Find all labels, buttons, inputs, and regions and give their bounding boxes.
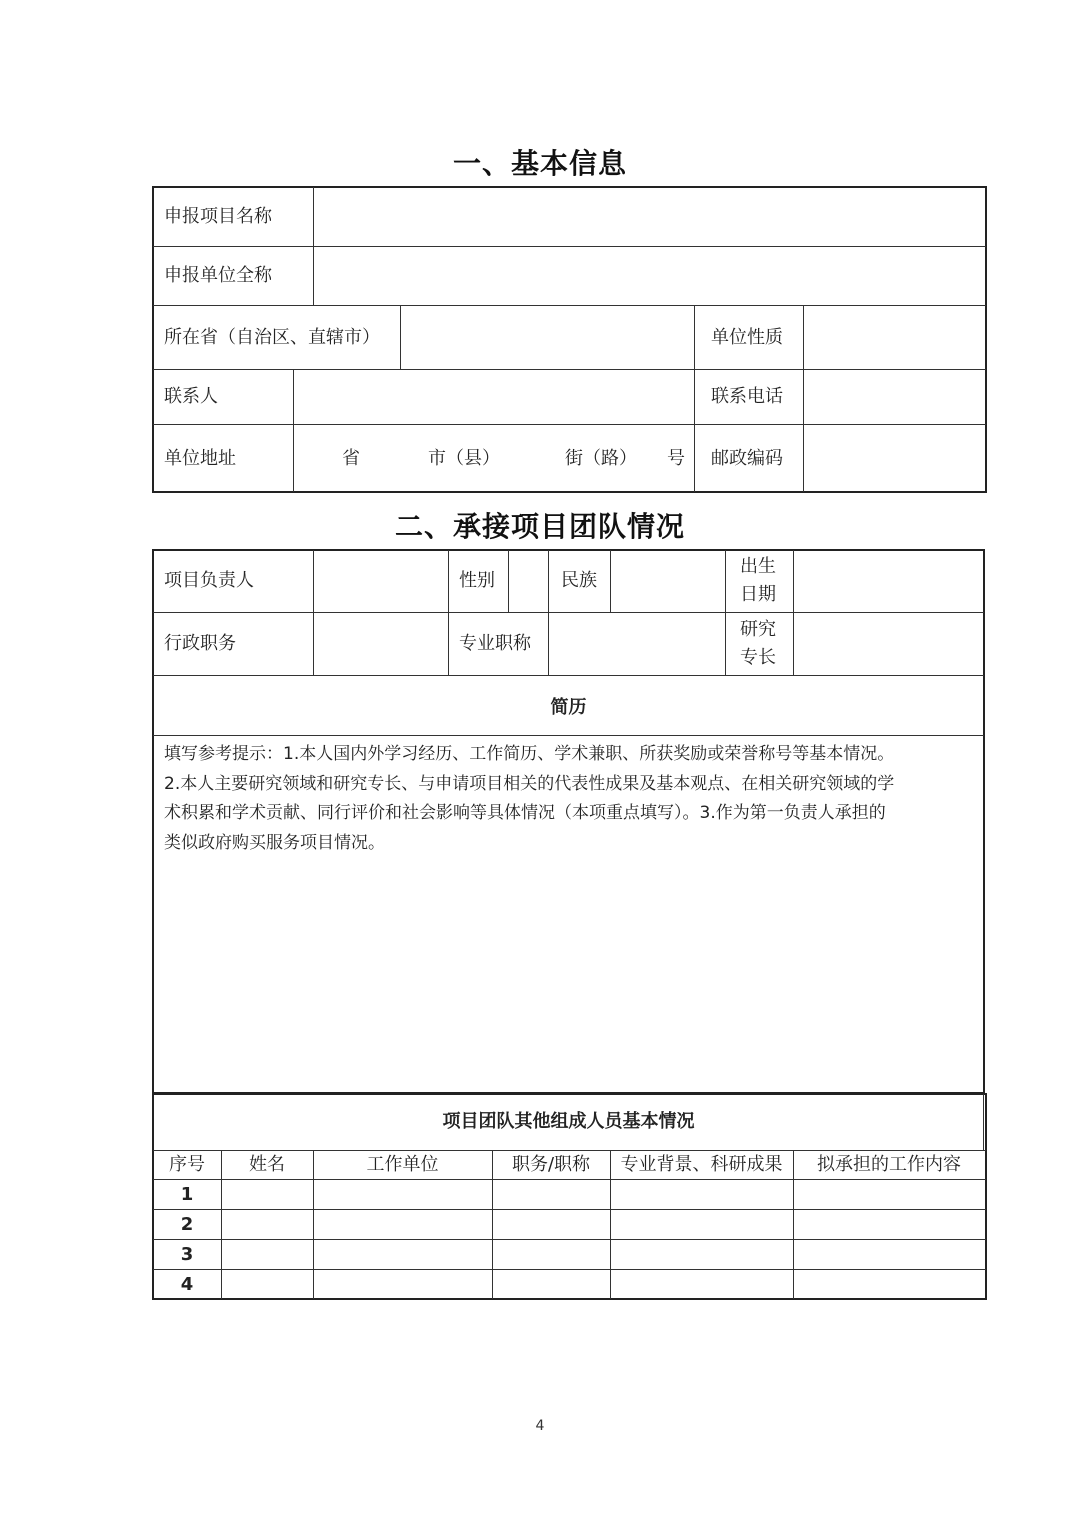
members-heading: 项目团队其他组成人员基本情况: [442, 1111, 695, 1132]
project-name-field[interactable]: [318, 190, 982, 244]
row-divider: [153, 1239, 986, 1240]
unit-name-label: 申报单位全称: [164, 265, 272, 286]
birth-label-line1: 出生: [740, 556, 776, 577]
row-divider: [153, 612, 984, 613]
gender-label: 性别: [459, 570, 495, 591]
contact-label: 联系人: [164, 386, 218, 407]
col-divider: [803, 306, 804, 492]
birth-date-field[interactable]: [797, 553, 980, 609]
row-divider: [153, 1269, 986, 1270]
contact-field[interactable]: [297, 373, 690, 422]
table-row-index: 4: [180, 1274, 194, 1295]
col-divider: [313, 187, 314, 305]
address-province-unit: 省: [342, 448, 360, 469]
phone-label: 联系电话: [711, 386, 783, 407]
gender-field[interactable]: [512, 553, 544, 609]
col-divider: [725, 550, 726, 675]
research-field[interactable]: [797, 616, 980, 672]
col-header-position: 职务/职称: [511, 1154, 591, 1175]
row-divider: [153, 369, 986, 370]
leader-label: 项目负责人: [164, 570, 254, 591]
phone-field[interactable]: [807, 373, 983, 422]
research-label-line2: 专长: [740, 647, 776, 668]
table-row-index: 2: [180, 1214, 194, 1235]
ethnicity-field[interactable]: [614, 553, 721, 609]
ethnicity-label: 民族: [561, 570, 597, 591]
address-street-unit: 街（路）: [565, 448, 637, 469]
row-divider: [153, 246, 986, 247]
resume-hint-line: 填写参考提示：1.本人国内外学习经历、工作简历、学术兼职、所获奖励或荣誉称号等基本情况。: [164, 744, 895, 764]
row-divider: [153, 424, 986, 425]
address-label: 单位地址: [164, 448, 236, 469]
research-label-line1: 研究: [740, 619, 776, 640]
col-divider: [610, 550, 611, 612]
section-title-basic-info: 一、基本信息: [452, 147, 627, 180]
professional-title-label: 专业职称: [459, 633, 531, 654]
col-divider: [448, 550, 449, 675]
col-divider: [793, 550, 794, 675]
col-header-index: 序号: [169, 1154, 205, 1175]
row-divider: [153, 675, 984, 676]
birth-label-line2: 日期: [740, 584, 776, 605]
section-title-team: 二、承接项目团队情况: [394, 510, 685, 543]
admin-post-label: 行政职务: [164, 633, 236, 654]
col-header-work-content: 拟承担的工作内容: [817, 1154, 961, 1175]
table-row-index: 1: [180, 1184, 194, 1205]
table-row-index: 3: [180, 1244, 194, 1265]
leader-field[interactable]: [317, 553, 444, 609]
col-divider: [508, 550, 509, 612]
postcode-label: 邮政编码: [711, 448, 783, 469]
col-divider: [694, 306, 695, 492]
resume-text-area[interactable]: [158, 862, 978, 1088]
unit-name-field[interactable]: [318, 249, 982, 303]
col-divider: [293, 370, 294, 492]
province-field[interactable]: [404, 309, 690, 367]
resume-hint-line: 术积累和学术贡献、同行评价和社会影响等具体情况（本项重点填写）。3.作为第一负责人承担的: [164, 803, 886, 823]
col-divider: [400, 306, 401, 369]
col-divider: [313, 550, 314, 675]
col-header-name: 姓名: [249, 1154, 285, 1175]
address-city-unit: 市（县）: [428, 448, 500, 469]
professional-title-field[interactable]: [552, 616, 721, 672]
row-divider: [153, 305, 986, 306]
postcode-field[interactable]: [807, 428, 983, 490]
page-number: 4: [535, 1418, 545, 1434]
row-divider: [153, 1150, 986, 1151]
project-name-label: 申报项目名称: [164, 206, 272, 227]
row-divider: [153, 1179, 986, 1180]
resume-hint-line: 类似政府购买服务项目情况。: [164, 832, 385, 853]
col-header-background: 专业背景、科研成果: [620, 1154, 783, 1175]
unit-nature-field[interactable]: [807, 309, 983, 367]
col-divider: [548, 550, 549, 675]
admin-post-field[interactable]: [317, 616, 444, 672]
province-label: 所在省（自治区、直辖市）: [164, 327, 380, 348]
resume-heading: 简历: [550, 697, 587, 718]
row-divider: [153, 1209, 986, 1210]
unit-nature-label: 单位性质: [711, 327, 783, 348]
col-header-workplace: 工作单位: [366, 1154, 439, 1175]
row-divider: [153, 735, 984, 736]
address-number-unit: 号: [667, 448, 685, 469]
resume-hint-line: 2.本人主要研究领域和研究专长、与申请项目相关的代表性成果及基本观点、在相关研究领域的学: [164, 773, 895, 794]
